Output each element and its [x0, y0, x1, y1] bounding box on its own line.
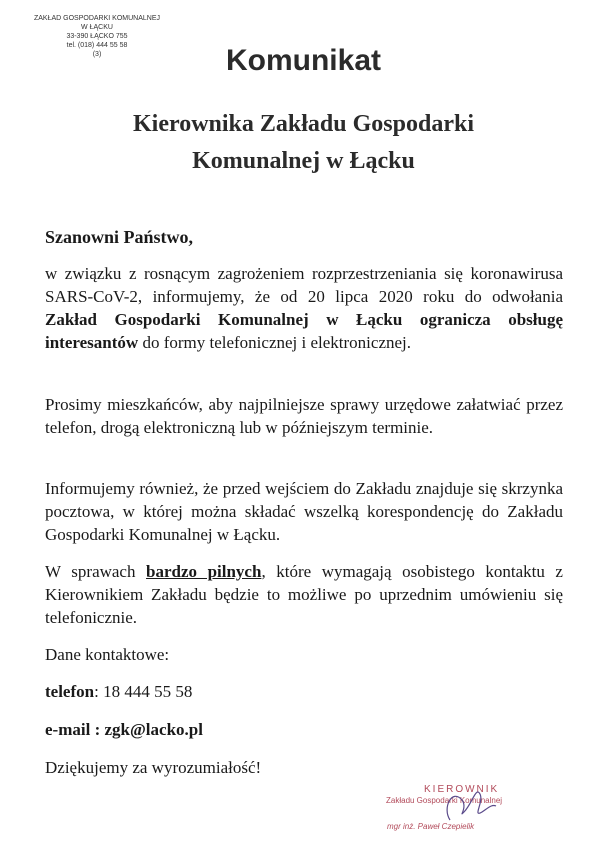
stamp-name: mgr inż. Paweł Czepielik — [387, 822, 475, 831]
paragraph-text: do formy telefonicznej i elektronicznej. — [138, 333, 412, 352]
paragraph-text: w związku z rosnącym zagrożeniem rozprzestrzeniania się koronawirusa SARS-CoV-2, informujemy, że od 20 lipca 2020 roku do odwołania — [45, 264, 563, 306]
contact-phone — [45, 682, 192, 702]
paragraph-urgent — [45, 560, 563, 629]
contact-email — [45, 720, 203, 740]
stamp-line: ZAKŁAD GOSPODARKI KOMUNALNEJ — [33, 15, 161, 22]
phone-label: telefon — [45, 682, 95, 701]
paragraph-bold-text: Zakład Gospodarki Komunalnej w Łącku ogranicza obsługę interesantów — [45, 310, 563, 352]
stamp-line: tel. (018) 444 55 58 — [66, 42, 128, 49]
closing-text: Dziękujemy za wyrozumiałość! — [45, 758, 262, 777]
stamp-line: 33-390 ŁĄCKO 755 — [66, 33, 128, 40]
phone-value: : 18 444 55 58 — [94, 682, 193, 701]
subtitle-line: Komunalnej w Łącku — [192, 148, 415, 174]
stamp-line: W ŁĄCKU — [81, 24, 113, 31]
paragraph-text: , które wymagają osobistego kontaktu z Kierownikiem Zakładu będzie to możliwe po uprzednim umówieniu się telefonicznie. — [45, 562, 563, 627]
paragraph-request: Prosimy mieszkańców, aby najpilniejsze sprawy urzędowe załatwiać przez telefon, drogą elektroniczną lub w późniejszym terminie. — [45, 395, 563, 437]
email-label: e-mail — [45, 720, 91, 739]
paragraph-mailbox: Informujemy również, że przed wejściem do Zakładu znajduje się skrzynka pocztowa, w której można składać wszelką korespondencję do Zakładu Gospodarki Komunalnej w Łącku. — [45, 479, 563, 544]
document-title: Komunikat — [225, 44, 381, 77]
paragraph-announcement — [45, 262, 563, 354]
subtitle-line: Kierownika Zakładu Gospodarki — [133, 111, 474, 137]
contact-heading: Dane kontaktowe: — [45, 645, 170, 664]
paragraph-text: W sprawach — [45, 562, 147, 581]
stamp-org: Zakładu Gospodarki Komunalnej — [386, 796, 503, 805]
handwritten-signature-icon — [432, 778, 502, 828]
document-subtitle — [0, 106, 607, 180]
signature-stamp — [372, 784, 572, 831]
stamp-title: KIEROWNIK — [424, 784, 500, 795]
paragraph-underlined-text: bardzo pilnych — [146, 562, 262, 581]
stamp-line: (3) — [92, 51, 102, 58]
greeting: Szanowni Państwo, — [45, 227, 194, 247]
email-value: : zgk@lacko.pl — [90, 720, 203, 739]
